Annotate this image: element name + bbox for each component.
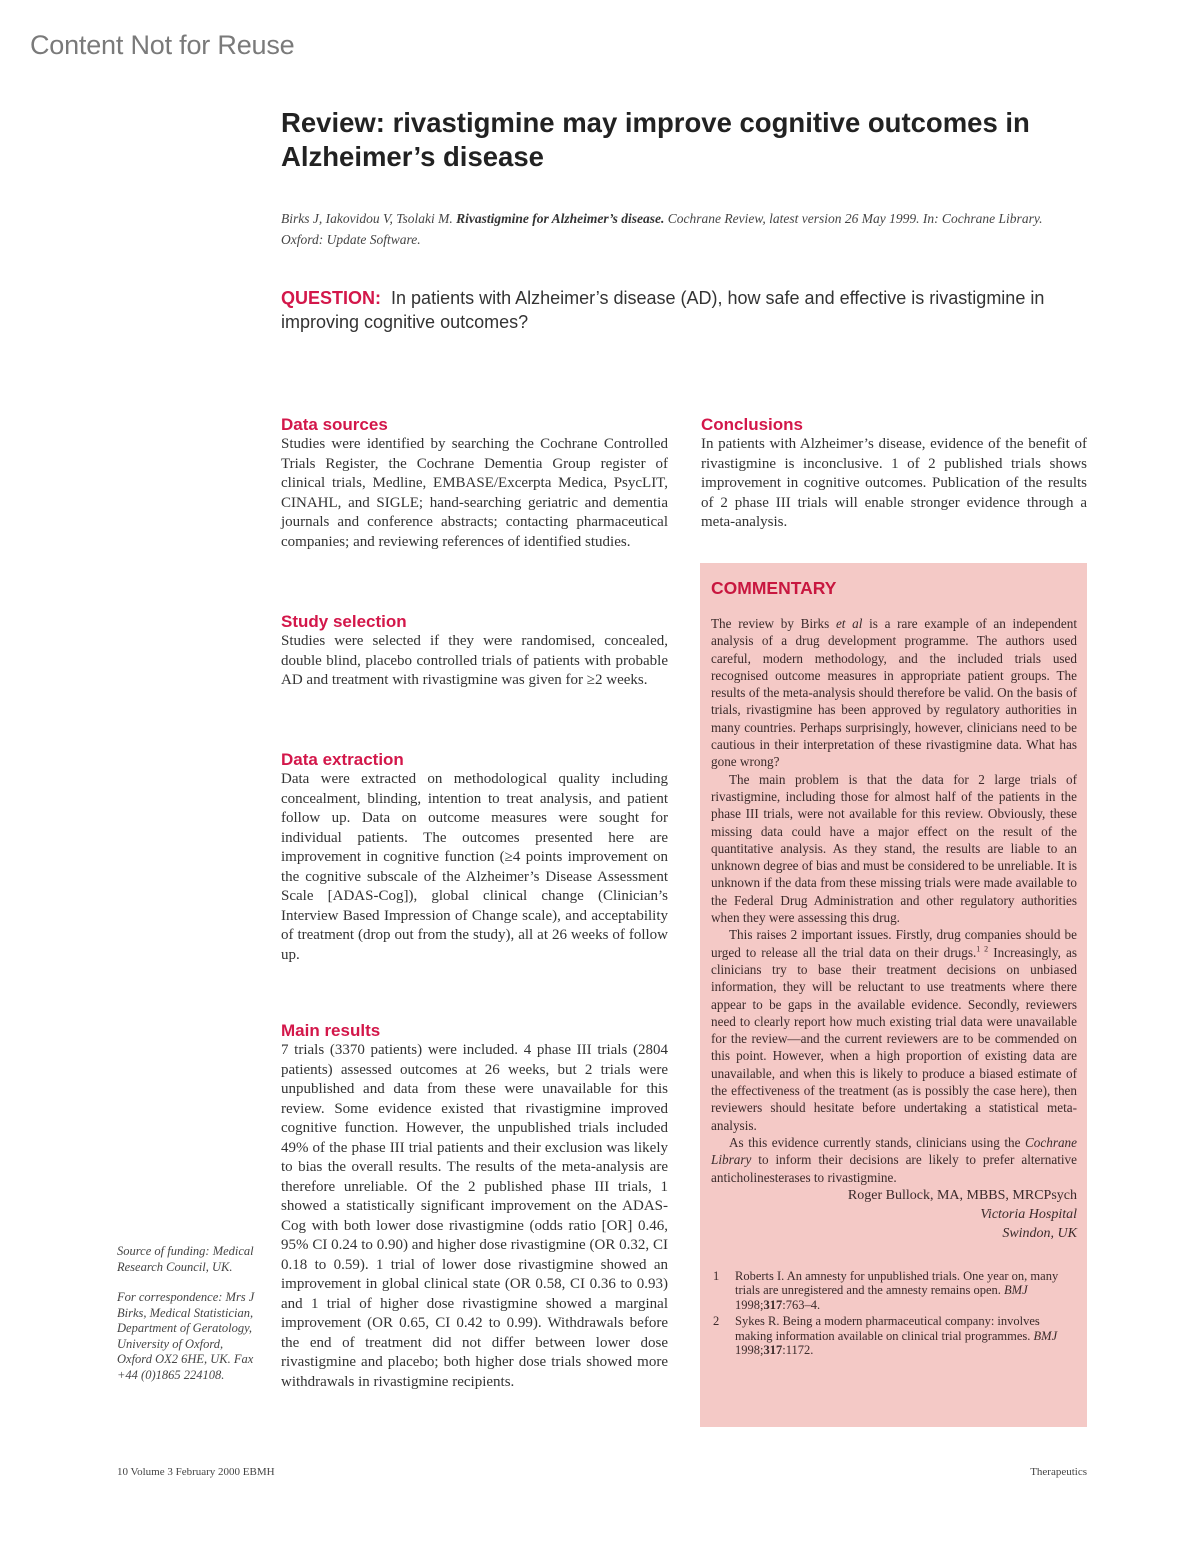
reference-year: 1998; <box>735 1343 764 1358</box>
sidebar-notes <box>117 1244 257 1398</box>
question-label: QUESTION: <box>281 288 382 308</box>
text-run: to inform their decisions are likely to prefer alternative anticholinesterases to rivastigmine. <box>711 1152 1077 1185</box>
commentary-paragraph-3 <box>711 926 1077 1134</box>
section-body: Studies were selected if they were randomised, concealed, double blind, placebo controlled trials of patients with probable AD and treatment with rivastigmine was given for ≥2 weeks. <box>281 633 668 688</box>
text-run: Increasingly, as clinicians try to base their treatment decisions on unbiased information, they will be reluctant to use treatments where there appear to be gaps in the available evidence. Secondly, reviewers need to clearly report how much existing trial data were unavailable for the review—and the current reviewers are to be commended on this point. However, when a high proportion of existing data are unavailable, and when this is likely to produce a biased estimate of the effectiveness of the treatment (as is possibly the case here), then reviewers should hesitate before undertaking a statistical meta-analysis. <box>711 944 1077 1133</box>
section-body: Studies were identified by searching the Cochrane Controlled Trials Register, the Cochrane Dementia Group register of clinical trials, Medline, EMBASE/Excerpta Medica, PsycLIT, CINAHL, and SIGLE; hand-searching geriatric and dementia journals and conference abstracts; contacting pharmaceutical companies; and reviewing references of identified studies. <box>281 436 668 550</box>
cochrane-library-italic: Cochrane Library <box>711 1134 1077 1168</box>
section-heading: Data sources <box>281 415 388 434</box>
commentary-signature <box>711 1186 1077 1243</box>
commentary-paragraph-2: The main problem is that the data for 2 large trials of rivastigmine, including those for almost half of the patients in the phase III trials, were not available for this review. Obviously, these missing data could have a major effect on the result of the quantitative analysis. As they stand, the results are liable to an unknown degree of bias and must be considered to be unreliable. It is unknown if the data from these missing trials were made available to the Federal Drug Administration and other regulatory authorities when they were assessing this drug. <box>711 771 1077 926</box>
section-heading: Conclusions <box>701 415 804 434</box>
text-run: This raises 2 important issues. Firstly, drug companies should be urged to release all the trial data on their drugs. <box>711 927 1077 960</box>
reference-volume: 317 <box>763 1297 783 1312</box>
section-data-extraction <box>281 750 668 965</box>
commentary-affiliation-2: Swindon, UK <box>1002 1225 1077 1241</box>
commentary-paragraph-4 <box>711 1134 1077 1186</box>
text-run: is a rare example of an independent analysis of a drug development programme. The authors used careful, modern methodology, and the included trials used recognised outcome measures in appropriate patient groups. The results of the meta-analysis should therefore be valid. On the basis of trials, rivastigmine has been approved by regulatory authorities in many countries. Perhaps surprisingly, however, clinicians need to be cautious in their interpretation of these rivastigmine data. What has gone wrong? <box>711 616 1077 770</box>
commentary-author: Roger Bullock, MA, MBBS, MRCPsych <box>847 1187 1077 1203</box>
reference-number: 2 <box>713 1314 720 1329</box>
reference-pages: :1172. <box>782 1343 814 1358</box>
citation-source: Cochrane Review, latest version 26 May 1999. In: Cochrane Library. Oxford: Update Software. <box>281 211 1043 247</box>
reference-pages: :763–4. <box>782 1297 821 1312</box>
reference-text <box>735 1269 1077 1313</box>
references-list <box>711 1269 1077 1358</box>
commentary-heading: COMMENTARY <box>711 578 837 598</box>
reference-text <box>735 1314 1077 1358</box>
commentary-box <box>700 563 1087 1427</box>
et-al: et al <box>835 616 863 631</box>
section-heading: Data extraction <box>281 750 404 769</box>
text-run: Roberts I. An amnesty for unpublished trials. One year on, many trials are unregistered and the amnesty remains open. <box>735 1268 1059 1298</box>
reference-year: 1998; <box>735 1297 764 1312</box>
section-study-selection <box>281 612 668 691</box>
article-title: Review: rivastigmine may improve cognitive outcomes in Alzheimer’s disease <box>281 107 1030 172</box>
commentary-affiliation-1: Victoria Hospital <box>980 1206 1077 1222</box>
watermark: Content Not for Reuse <box>30 30 295 60</box>
reference-volume: 317 <box>763 1343 783 1358</box>
section-conclusions <box>701 415 1087 533</box>
reference-number: 1 <box>713 1268 720 1283</box>
section-main-results <box>281 1021 668 1392</box>
section-data-sources <box>281 415 668 552</box>
text-run: Sykes R. Being a modern pharmaceutical company: involves making information available on clinical trial programmes. <box>735 1314 1040 1343</box>
citation-review-title: Rivastigmine for Alzheimer’s disease. <box>456 211 665 226</box>
question-text: In patients with Alzheimer’s disease (AD), how safe and effective is rivastigmine in improving cognitive outcomes? <box>281 288 1045 332</box>
reference-item <box>711 1269 1077 1313</box>
citation-authors: Birks J, Iakovidou V, Tsolaki M. <box>281 211 453 226</box>
footer-section-name: Therapeutics <box>1030 1466 1087 1478</box>
funding-note: Source of funding: Medical Research Council, UK. <box>117 1244 254 1274</box>
section-heading: Study selection <box>281 612 407 631</box>
reference-journal: BMJ <box>1004 1283 1028 1298</box>
citation <box>281 208 1081 250</box>
correspondence-note: For correspondence: Mrs J Birks, Medical Statistician, Department of Geratology, University of Oxford, Oxford OX2 6HE, UK. Fax +44 (0)1865 224108. <box>117 1290 255 1382</box>
footer-page-info: 10 Volume 3 February 2000 EBMH <box>117 1466 275 1478</box>
text-run: As this evidence currently stands, clinicians using the <box>729 1134 1025 1150</box>
section-heading: Main results <box>281 1021 381 1040</box>
section-body: Data were extracted on methodological quality including concealment, blinding, intention to treat analysis, and patient follow up. Data on outcome measures were sought for individual patients. The outcomes presented here are improvement in cognitive function (≥4 points improvement on the cognitive subscale of the Alzheimer’s Disease Assessment Scale [ADAS-Cog]), global clinical change (Clinician’s Interview Based Impression of Change scale), and acceptability of treatment (drop out from the study), all at 26 weeks of follow up. <box>281 771 668 963</box>
reference-item <box>711 1314 1077 1358</box>
reference-journal: BMJ <box>1033 1328 1058 1343</box>
commentary-paragraph-1 <box>711 615 1077 771</box>
text-run: The review by Birks <box>711 616 836 631</box>
reference-superscript: 1 2 <box>976 944 989 954</box>
section-body: In patients with Alzheimer’s disease, evidence of the benefit of rivastigmine is inconclusive. 1 of 2 published trials shows improvement in cognitive outcomes. Publication of the results of 2 phase III trials will enable stronger evidence through a meta-analysis. <box>701 436 1087 530</box>
section-body: 7 trials (3370 patients) were included. 4 phase III trials (2804 patients) assessed outcomes at 26 weeks, but 2 trials were unpublished and data from these were unavailable for this review. Some evidence existed that rivastigmine improved cognitive function. However, the unpublished trials included 49% of the phase III trial patients and their exclusion was likely to bias the overall results. The results of the meta-analysis are therefore unreliable. Of the 2 published phase III trials, 1 showed a statistically significant improvement on the ADAS-Cog with both lower dose rivastigmine (odds ratio [OR] 0.46, 95% CI 0.24 to 0.90) and higher dose rivastigmine (OR 0.32, CI 0.18 to 0.59). 1 trial of lower dose rivastigmine showed an improvement in global clinical state (OR 0.58, CI 0.36 to 0.93) and 1 trial of higher dose rivastigmine showed a marginal improvement (OR 0.65, CI 0.42 to 0.99). Withdrawals before the end of treatment did not differ between lower dose rivastigmine and placebo; both higher dose trials showed more withdrawals in rivastigmine recipients. <box>281 1042 668 1390</box>
question <box>281 286 1051 334</box>
